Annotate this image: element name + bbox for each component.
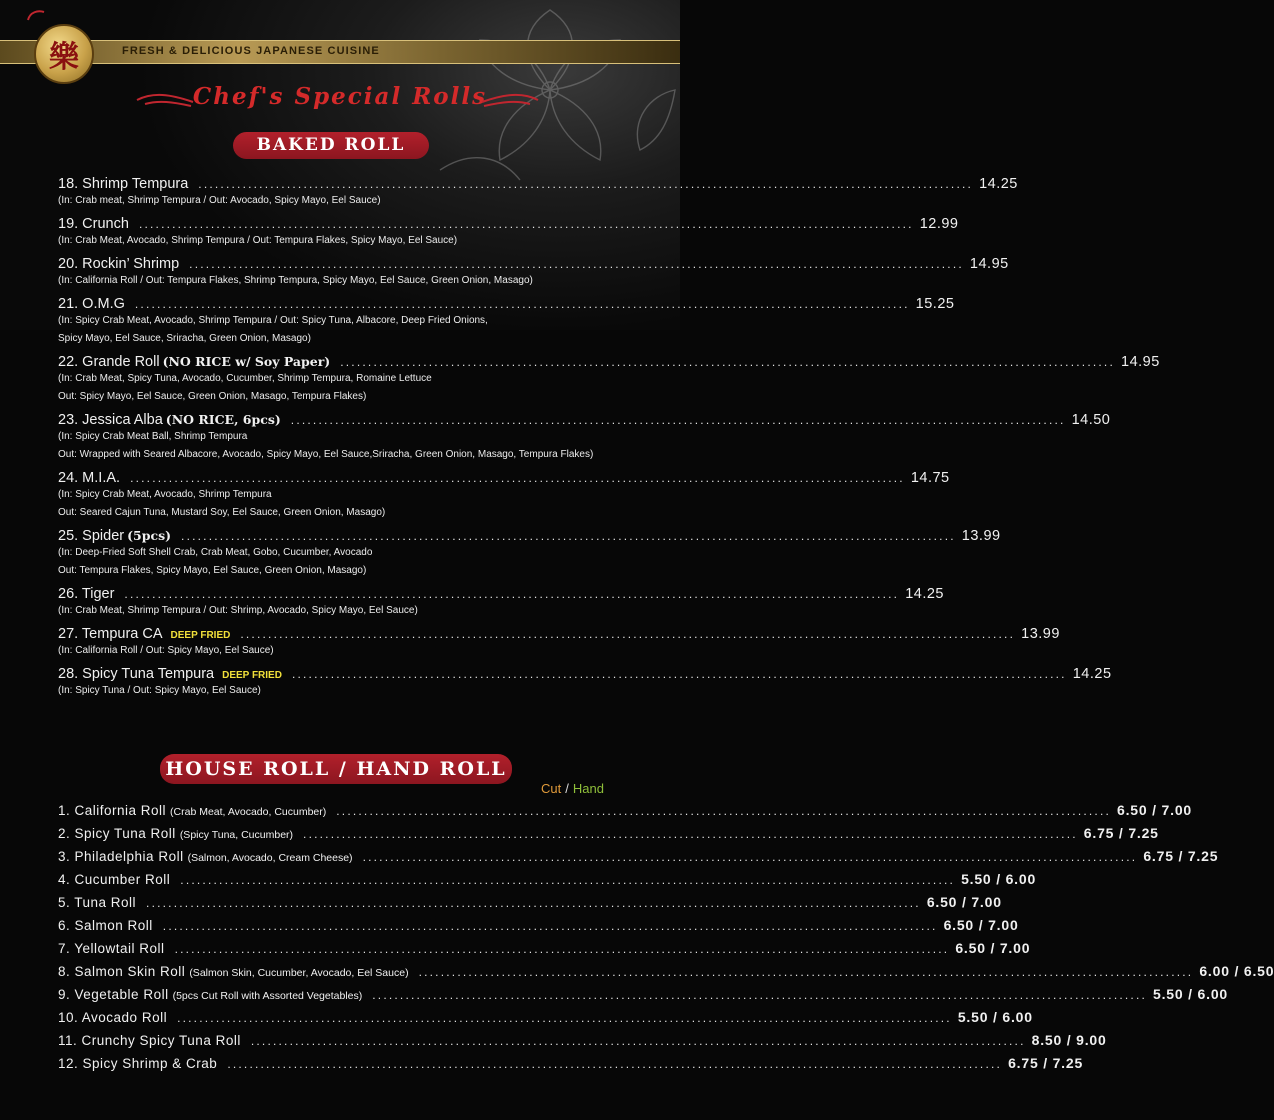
dot-leader: ............................................................................................................................................ <box>336 804 1112 818</box>
dot-leader: ............................................................................................................................................ <box>130 471 905 485</box>
tagline: FRESH & DELICIOUS JAPANESE CUISINE <box>122 45 380 57</box>
house-roll-name: 3. Philadelphia Roll <box>58 849 184 864</box>
house-roll-price: 8.50 / 9.00 <box>1031 1032 1107 1048</box>
swoosh-icon <box>26 8 46 22</box>
house-roll-item <box>58 848 1219 871</box>
menu-item-description: (In: Spicy Crab Meat, Avocado, Shrimp Tempura <box>58 489 272 500</box>
house-roll-note: (Salmon, Avocado, Cream Cheese) <box>187 852 353 864</box>
cut-hand-separator: / <box>565 781 569 796</box>
house-roll-item <box>58 963 1274 986</box>
cut-hand-legend <box>541 781 604 796</box>
dot-leader: ............................................................................................................................................ <box>174 942 950 956</box>
cut-label: Cut <box>541 781 562 796</box>
menu-item <box>58 470 950 522</box>
menu-item-name: 26. Tiger <box>58 586 115 602</box>
menu-item-name: 28. Spicy Tuna Tempura <box>58 666 215 682</box>
menu-item-name: 25. Spider <box>58 528 125 544</box>
restaurant-logo <box>34 24 94 84</box>
menu-item-price: 12.99 <box>919 216 959 232</box>
house-roll-name: 4. Cucumber Roll <box>58 872 171 887</box>
menu-item-description: (In: Crab meat, Shrimp Tempura / Out: Avocado, Spicy Mayo, Eel Sauce) <box>58 195 381 206</box>
menu-item-description: Out: Spicy Mayo, Eel Sauce, Green Onion, Masago, Tempura Flakes) <box>58 391 367 402</box>
menu-item-row <box>58 586 944 602</box>
menu-item-note: (NO RICE, 6pcs) <box>165 412 281 427</box>
page-title: Chef's Special Rolls <box>192 83 488 110</box>
right-flourish-icon <box>480 90 540 110</box>
house-roll-price: 6.50 / 7.00 <box>943 917 1019 933</box>
house-roll-price: 6.75 / 7.25 <box>1008 1055 1084 1071</box>
menu-item-price: 13.99 <box>961 528 1001 544</box>
menu-item-description: (In: Deep-Fried Soft Shell Crab, Crab Meat, Gobo, Cucumber, Avocado <box>58 547 373 558</box>
deep-fried-badge: DEEP FRIED <box>170 630 231 641</box>
dot-leader: ............................................................................................................................................ <box>240 627 1016 641</box>
menu-item-name: 27. Tempura CA <box>58 626 163 642</box>
house-roll-item <box>58 940 1031 963</box>
menu-item-name: 21. O.M.G <box>58 296 125 312</box>
house-roll-name: 9. Vegetable Roll <box>58 987 169 1002</box>
menu-item-description: Out: Wrapped with Seared Albacore, Avocado, Spicy Mayo, Eel Sauce,Sriracha, Green Onion, Masago, Tempura Flakes) <box>58 449 594 460</box>
menu-item <box>58 296 955 348</box>
house-roll-item <box>58 917 1019 940</box>
house-roll-heading: HOUSE ROLL / HAND ROLL <box>160 754 512 784</box>
dot-leader: ............................................................................................................................................ <box>250 1034 1026 1048</box>
menu-item-price: 14.75 <box>910 470 950 486</box>
menu-item-price: 15.25 <box>915 296 955 312</box>
house-roll-item <box>58 1032 1107 1055</box>
house-roll-price: 5.50 / 6.00 <box>961 871 1037 887</box>
house-roll-note: (Spicy Tuna, Cucumber) <box>179 829 294 841</box>
menu-item-row <box>58 470 950 486</box>
menu-item <box>58 256 1009 290</box>
menu-item <box>58 216 959 250</box>
menu-item-description: Out: Seared Cajun Tuna, Mustard Soy, Eel Sauce, Green Onion, Masago) <box>58 507 386 518</box>
menu-item-price: 14.25 <box>1072 666 1112 682</box>
menu-item-description: (In: Spicy Crab Meat, Avocado, Shrimp Tempura / Out: Spicy Tuna, Albacore, Deep Fried Onions, <box>58 315 488 326</box>
dot-leader: ............................................................................................................................................ <box>189 257 964 271</box>
menu-item <box>58 354 1160 406</box>
house-roll-item <box>58 986 1228 1009</box>
menu-item-row <box>58 412 1111 428</box>
house-roll-name: 6. Salmon Roll <box>58 918 153 933</box>
baked-roll-list <box>58 176 1160 706</box>
house-roll-price: 5.50 / 6.00 <box>1153 986 1228 1002</box>
dot-leader: ............................................................................................................................................ <box>291 667 1067 681</box>
menu-item-price: 14.95 <box>1121 354 1160 370</box>
dot-leader: ............................................................................................................................................ <box>134 297 910 311</box>
menu-item-name: 23. Jessica Alba <box>58 412 163 428</box>
menu-item-name: 20. Rockin’ Shrimp <box>58 256 180 272</box>
dot-leader: ............................................................................................................................................ <box>418 965 1194 979</box>
menu-item-row <box>58 666 1112 682</box>
dot-leader: ............................................................................................................................................ <box>177 1011 952 1025</box>
menu-item-row <box>58 216 959 232</box>
dot-leader: ............................................................................................................................................ <box>162 919 938 933</box>
house-roll-name: 12. Spicy Shrimp & Crab <box>58 1056 218 1071</box>
menu-item-description: (In: Crab Meat, Avocado, Shrimp Tempura / Out: Tempura Flakes, Spicy Mayo, Eel Sauce) <box>58 235 458 246</box>
dot-leader: ............................................................................................................................................ <box>124 587 900 601</box>
house-roll-name: 2. Spicy Tuna Roll <box>58 826 176 841</box>
house-roll-name: 7. Yellowtail Roll <box>58 941 165 956</box>
house-roll-item <box>58 802 1192 825</box>
dot-leader: ............................................................................................................................................ <box>146 896 921 910</box>
house-roll-price: 6.75 / 7.25 <box>1083 825 1159 841</box>
house-roll-note: (Salmon Skin, Cucumber, Avocado, Eel Sauce) <box>189 967 409 979</box>
menu-item <box>58 626 1060 660</box>
house-roll-price: 6.50 / 7.00 <box>955 940 1031 956</box>
menu-item-row <box>58 176 1018 192</box>
baked-roll-heading: BAKED ROLL <box>233 132 429 159</box>
menu-item-description: (In: Spicy Crab Meat Ball, Shrimp Tempura <box>58 431 248 442</box>
house-roll-item <box>58 871 1037 894</box>
dot-leader: ............................................................................................................................................ <box>227 1057 1003 1071</box>
menu-item-name: 19. Crunch <box>58 216 129 232</box>
house-roll-name: 5. Tuna Roll <box>58 895 137 910</box>
house-roll-item <box>58 894 1002 917</box>
dot-leader: ............................................................................................................................................ <box>372 988 1148 1002</box>
house-roll-name: 10. Avocado Roll <box>58 1010 168 1025</box>
menu-item-price: 14.25 <box>905 586 944 602</box>
house-roll-name: 8. Salmon Skin Roll <box>58 964 186 979</box>
menu-item <box>58 412 1111 464</box>
menu-item <box>58 176 1018 210</box>
menu-item <box>58 586 944 620</box>
menu-item-price: 14.50 <box>1071 412 1111 428</box>
hand-label: Hand <box>572 781 604 796</box>
menu-item-name: 22. Grande Roll <box>58 354 160 370</box>
dot-leader: ............................................................................................................................................ <box>340 355 1115 369</box>
house-roll-price: 6.50 / 7.00 <box>1117 802 1192 818</box>
house-roll-price: 5.50 / 6.00 <box>957 1009 1033 1025</box>
dot-leader: ............................................................................................................................................ <box>303 827 1078 841</box>
dot-leader: ............................................................................................................................................ <box>198 177 974 191</box>
menu-item-description: (In: California Roll / Out: Spicy Mayo, Eel Sauce) <box>58 645 274 656</box>
menu-item-description: (In: Crab Meat, Spicy Tuna, Avocado, Cucumber, Shrimp Tempura, Romaine Lettuce <box>58 373 432 384</box>
menu-item-description: (In: California Roll / Out: Tempura Flakes, Shrimp Tempura, Spicy Mayo, Eel Sauce, Green Onion, Masago) <box>58 275 533 286</box>
logo-glyph: 樂 <box>49 40 79 75</box>
menu-item-row <box>58 296 955 312</box>
menu-item-note: (NO RICE w/ Soy Paper) <box>162 354 331 369</box>
menu-item-name: 24. M.I.A. <box>58 470 121 486</box>
menu-item-row <box>58 626 1060 642</box>
menu-item <box>58 666 1112 700</box>
deep-fried-badge: DEEP FRIED <box>222 670 282 681</box>
menu-item <box>58 528 1001 580</box>
dot-leader: ............................................................................................................................................ <box>181 529 956 543</box>
menu-item-price: 14.95 <box>969 256 1009 272</box>
menu-item-price: 13.99 <box>1021 626 1060 642</box>
menu-item-row <box>58 354 1160 370</box>
dot-leader: ............................................................................................................................................ <box>290 413 1066 427</box>
menu-item-name: 18. Shrimp Tempura <box>58 176 189 192</box>
house-roll-name: 1. California Roll <box>58 803 167 818</box>
house-roll-note: (5pcs Cut Roll with Assorted Vegetables) <box>172 990 363 1002</box>
menu-item-description: Spicy Mayo, Eel Sauce, Sriracha, Green Onion, Masago) <box>58 333 311 344</box>
house-roll-item <box>58 825 1159 848</box>
menu-item-note: (5pcs) <box>127 528 172 543</box>
house-roll-item <box>58 1055 1084 1078</box>
house-roll-item <box>58 1009 1033 1032</box>
menu-item-description: (In: Crab Meat, Shrimp Tempura / Out: Shrimp, Avocado, Spicy Mayo, Eel Sauce) <box>58 605 418 616</box>
house-roll-note: (Crab Meat, Avocado, Cucumber) <box>170 806 327 818</box>
menu-item-row <box>58 528 1001 544</box>
house-roll-price: 6.50 / 7.00 <box>926 894 1002 910</box>
house-roll-price: 6.00 / 6.50 <box>1199 963 1274 979</box>
house-roll-price: 6.75 / 7.25 <box>1143 848 1219 864</box>
dot-leader: ............................................................................................................................................ <box>138 217 914 231</box>
menu-item-description: (In: Spicy Tuna / Out: Spicy Mayo, Eel Sauce) <box>58 685 261 696</box>
house-roll-list <box>58 802 1274 1078</box>
house-roll-name: 11. Crunchy Spicy Tuna Roll <box>58 1033 241 1048</box>
menu-item-description: Out: Tempura Flakes, Spicy Mayo, Eel Sauce, Green Onion, Masago) <box>58 565 367 576</box>
menu-item-row <box>58 256 1009 272</box>
menu-item-price: 14.25 <box>979 176 1018 192</box>
dot-leader: ............................................................................................................................................ <box>180 873 956 887</box>
dot-leader: ............................................................................................................................................ <box>362 850 1138 864</box>
